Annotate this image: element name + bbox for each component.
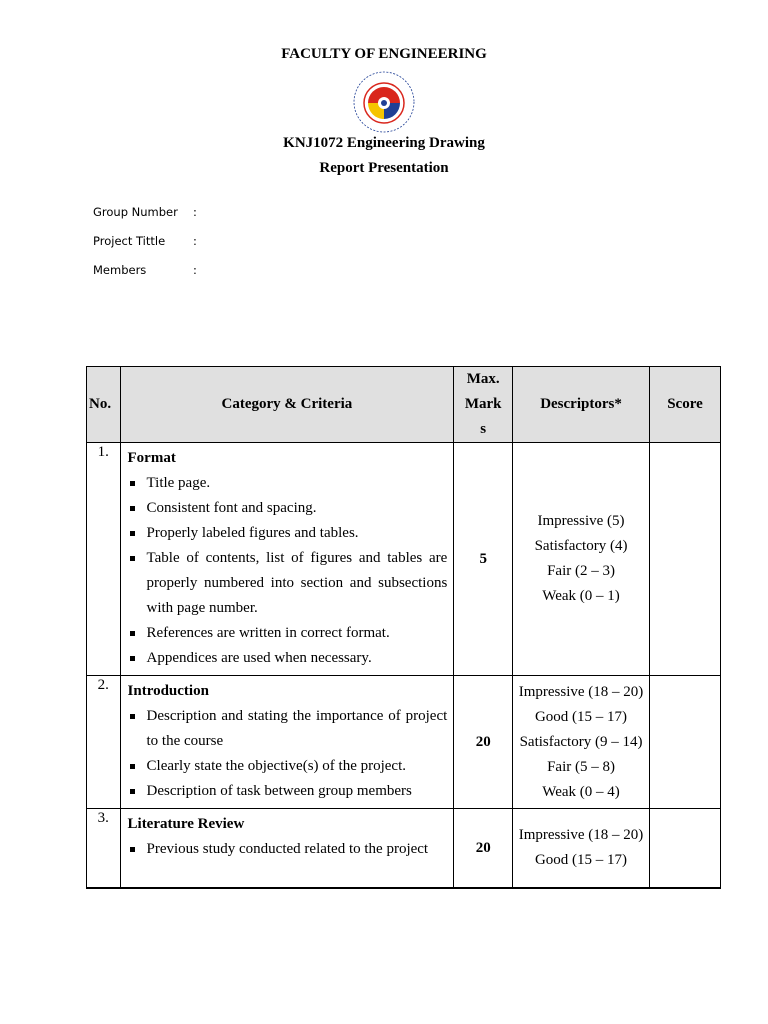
rubric-table xyxy=(86,366,721,889)
criteria-item: Clearly state the objective(s) of the project. xyxy=(128,754,448,779)
header-max-line: Mark xyxy=(464,396,502,412)
row-criteria xyxy=(120,676,454,809)
members-label: Members xyxy=(93,263,147,277)
row-score-cell[interactable] xyxy=(649,809,720,889)
descriptor-line: Good (15 – 17) xyxy=(534,852,628,868)
row-max-marks: 5 xyxy=(454,443,513,676)
header-max-line: s xyxy=(480,421,487,437)
report-title: Report Presentation xyxy=(319,160,449,176)
descriptor-line: Impressive (5) xyxy=(537,513,625,529)
criteria-title: Format xyxy=(127,450,176,466)
group-number-field xyxy=(93,205,197,219)
field-colon: : xyxy=(193,205,197,219)
descriptor-line: Impressive (18 – 20) xyxy=(518,683,644,700)
header-max-line: Max. xyxy=(466,371,500,387)
criteria-title: Introduction xyxy=(127,683,209,699)
criteria-list xyxy=(128,837,448,862)
criteria-item: Table of contents, list of figures and tables are properly numbered into section and subsections with page number. xyxy=(128,546,448,621)
row-descriptors xyxy=(513,676,650,809)
course-title: KNJ1072 Engineering Drawing xyxy=(283,135,485,151)
field-colon: : xyxy=(193,234,197,248)
header-max-marks xyxy=(454,367,513,443)
descriptor-line: Impressive (18 – 20) xyxy=(518,827,644,843)
row-descriptors xyxy=(513,809,650,889)
row-descriptors xyxy=(513,443,650,676)
table-row xyxy=(87,443,721,676)
faculty-title: FACULTY OF ENGINEERING xyxy=(281,46,487,62)
descriptor-line: Fair (5 – 8) xyxy=(547,758,615,775)
row-number: 1. xyxy=(87,443,121,676)
criteria-title: Literature Review xyxy=(127,816,245,832)
criteria-item: Appendices are used when necessary. xyxy=(128,646,448,671)
row-score-cell[interactable] xyxy=(649,443,720,676)
table-row xyxy=(87,809,721,889)
row-number: 2. xyxy=(87,676,121,809)
row-number: 3. xyxy=(87,809,121,889)
row-criteria xyxy=(120,443,454,676)
project-title-field xyxy=(93,234,197,248)
header-no: No. xyxy=(87,367,121,443)
header-descriptors: Descriptors* xyxy=(513,367,650,443)
members-field xyxy=(93,263,197,277)
descriptor-line: Weak (0 – 1) xyxy=(542,588,620,604)
descriptor-line: Weak (0 – 4) xyxy=(542,783,620,800)
criteria-item: Previous study conducted related to the project xyxy=(128,837,448,862)
project-title-label: Project Tittle xyxy=(93,234,166,248)
descriptor-line: Satisfactory (4) xyxy=(534,538,628,554)
descriptor-line: Good (15 – 17) xyxy=(534,708,628,725)
header-score: Score xyxy=(649,367,720,443)
criteria-list xyxy=(128,704,448,804)
table-row xyxy=(87,676,721,809)
criteria-item: Description and stating the importance of project to the course xyxy=(128,704,448,754)
descriptor-line: Satisfactory (9 – 14) xyxy=(519,733,643,750)
criteria-item: Properly labeled figures and tables. xyxy=(128,521,448,546)
row-criteria xyxy=(120,809,454,889)
criteria-item: References are written in correct format. xyxy=(128,621,448,646)
criteria-item: Consistent font and spacing. xyxy=(128,496,448,521)
criteria-list xyxy=(128,471,448,671)
row-score-cell[interactable] xyxy=(649,676,720,809)
group-number-label: Group Number xyxy=(93,205,178,219)
criteria-item: Title page. xyxy=(128,471,448,496)
row-max-marks: 20 xyxy=(454,676,513,809)
unimas-logo xyxy=(352,70,416,134)
spacer xyxy=(128,862,448,883)
criteria-item: Description of task between group members xyxy=(128,779,448,804)
row-max-marks: 20 xyxy=(454,809,513,889)
field-colon: : xyxy=(193,263,197,277)
header-category: Category & Criteria xyxy=(120,367,454,443)
descriptor-line: Fair (2 – 3) xyxy=(547,563,615,579)
